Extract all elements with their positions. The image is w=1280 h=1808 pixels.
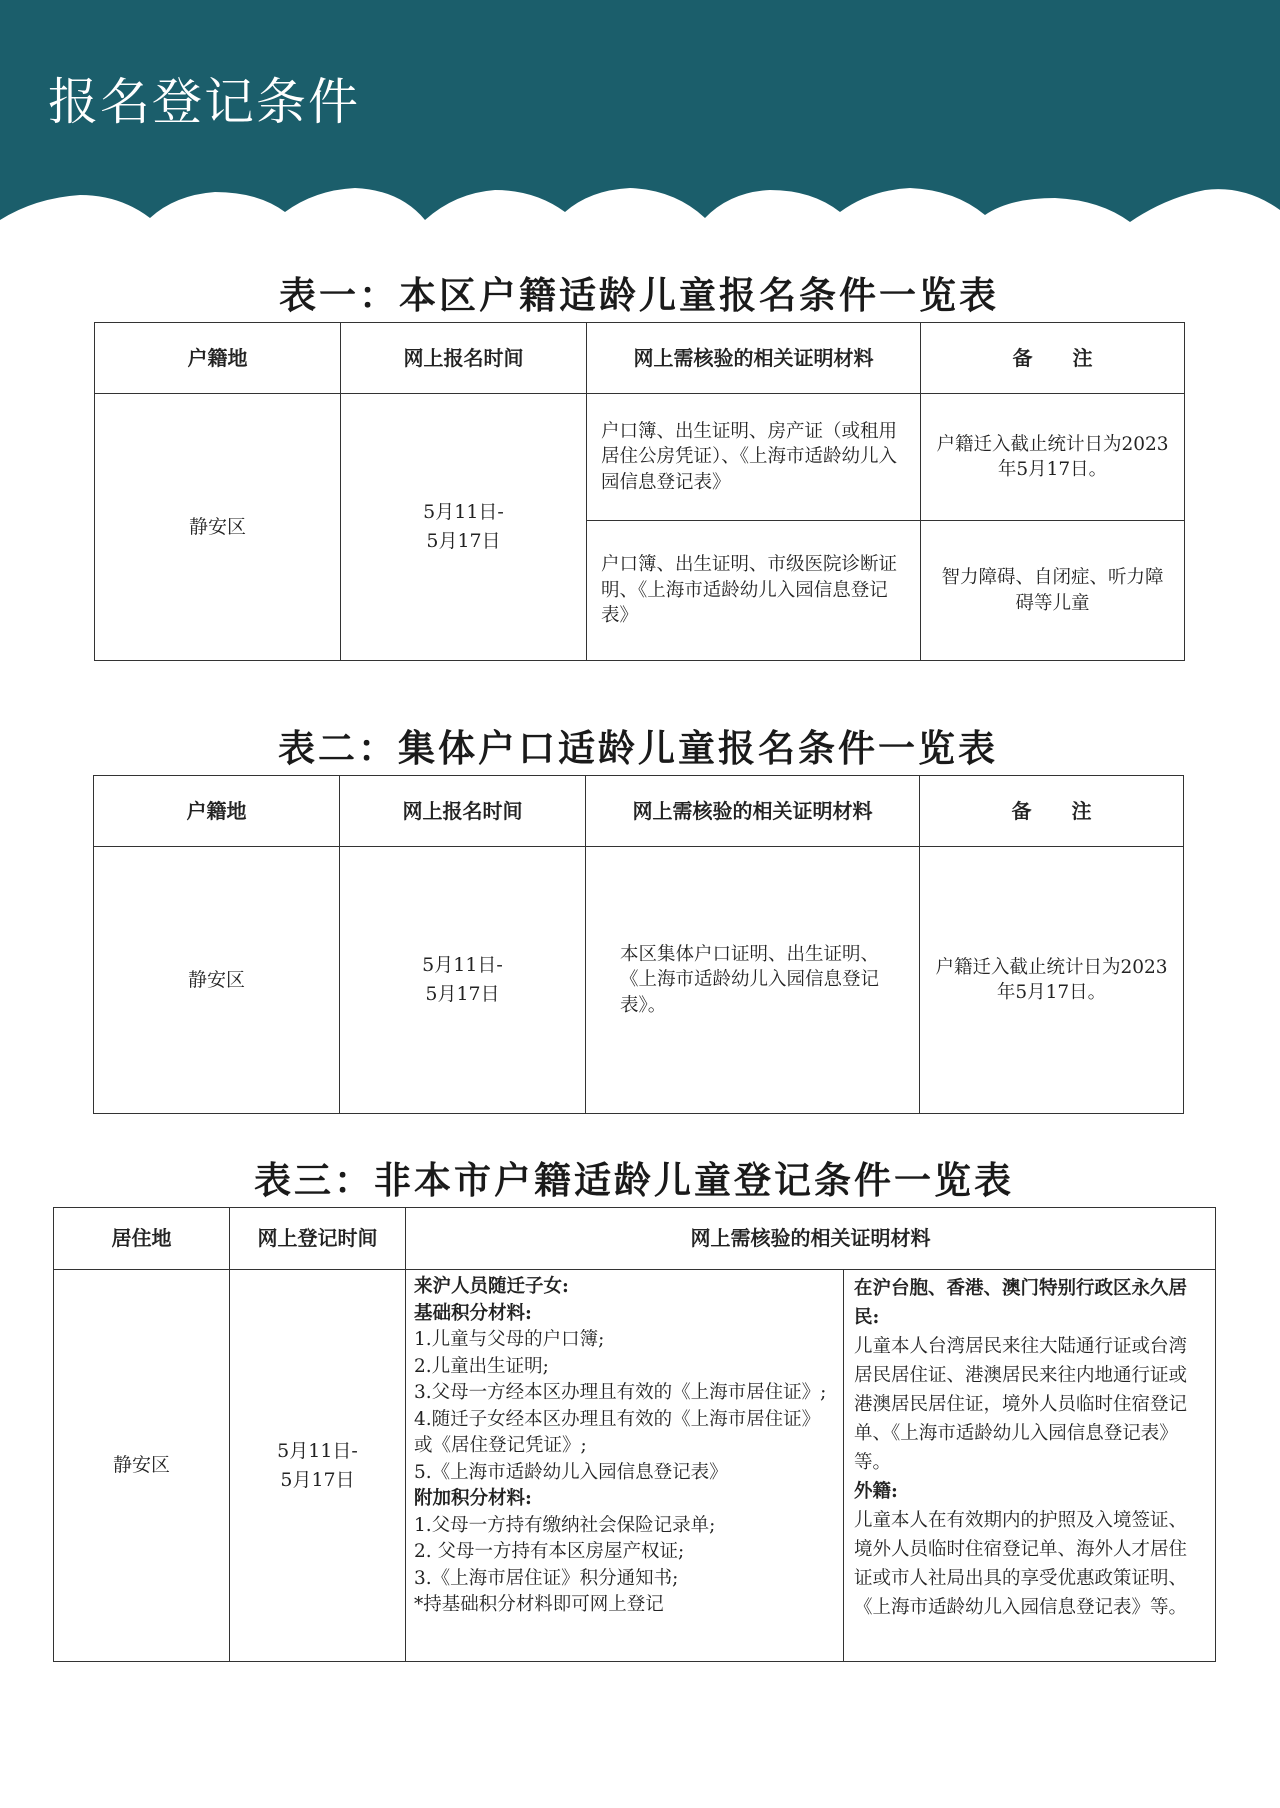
table3-header-row [54, 1208, 1216, 1270]
materials-cell: 户口簿、出生证明、房产证（或租用居住公房凭证）、《上海市适龄幼儿入园信息登记表》 [587, 394, 921, 521]
note-cell: 户籍迁入截止统计日为2023年5月17日。 [921, 394, 1185, 521]
note-cell: 智力障碍、自闭症、听力障碍等儿童 [921, 521, 1185, 661]
table1 [94, 322, 1185, 661]
time-cell [340, 847, 586, 1114]
table2-section [93, 718, 1183, 1118]
list-item: 2. 父母一方持有本区房屋产权证; [414, 1541, 685, 1562]
time-end: 5月17日 [426, 530, 501, 552]
table3-header-cell: 居住地 [54, 1208, 230, 1270]
table3 [53, 1207, 1216, 1662]
table-row [94, 847, 1184, 1114]
district-cell: 静安区 [94, 847, 340, 1114]
district-cell: 静安区 [54, 1270, 230, 1662]
table1-header-cell: 户籍地 [95, 323, 341, 394]
list-item: 5.《上海市适龄幼儿入园信息登记表》 [414, 1461, 728, 1483]
footnote: *持基础积分材料即可网上登记 [414, 1594, 664, 1615]
page-title: 报名登记条件 [48, 73, 360, 131]
time-start: 5月11日- [277, 1439, 358, 1462]
table2-header-cell: 网上报名时间 [340, 776, 586, 847]
extra-materials-heading: 附加积分材料: [414, 1488, 532, 1509]
table3-title: 表三：非本市户籍适龄儿童登记条件一览表 [254, 1158, 1014, 1202]
table3-section [53, 1150, 1215, 1670]
time-cell [230, 1270, 406, 1662]
table2 [93, 775, 1184, 1114]
foreign-heading: 外籍: [854, 1481, 898, 1502]
note-cell: 户籍迁入截止统计日为2023年5月17日。 [920, 847, 1184, 1114]
time-start: 5月11日- [422, 954, 503, 976]
foreign-text: 儿童本人在有效期内的护照及入境签证、境外人员临时住宿登记单、海外人才居住证或市人社局出具的享受优惠政策证明、《上海市适龄幼儿入园信息登记表》等。 [854, 1510, 1188, 1618]
list-item: 2.儿童出生证明; [414, 1355, 549, 1377]
district-cell [95, 394, 341, 661]
list-item: 4.随迁子女经本区办理且有效的《上海市居住证》或《居住登记凭证》; [414, 1408, 821, 1456]
table1-title: 表一：本区户籍适龄儿童报名条件一览表 [279, 273, 999, 317]
table1-header-cell: 网上需核验的相关证明材料 [587, 323, 921, 394]
table1-header-cell: 备 注 [921, 323, 1185, 394]
time-end: 5月17日 [425, 983, 500, 1005]
migrant-heading: 来沪人员随迁子女: [414, 1276, 569, 1297]
time-start: 5月11日- [423, 501, 504, 523]
foreign-materials-cell [844, 1270, 1216, 1662]
table1-header-cell: 网上报名时间 [341, 323, 587, 394]
table2-title: 表二：集体户口适龄儿童报名条件一览表 [278, 726, 998, 770]
list-item: 1.父母一方持有缴纳社会保险记录单; [414, 1514, 716, 1536]
time-end: 5月17日 [280, 1468, 355, 1491]
basic-materials-heading: 基础积分材料: [414, 1302, 532, 1324]
hk-macao-taiwan-text: 儿童本人台湾居民来往大陆通行证或台湾居民居住证、港澳居民来往内地通行证或港澳居民居住证，境外人员临时住宿登记单、《上海市适龄幼儿入园信息登记表》等。 [854, 1336, 1188, 1473]
table2-header-cell: 网上需核验的相关证明材料 [586, 776, 920, 847]
table-row [95, 394, 1185, 521]
materials-cell: 户口簿、出生证明、市级医院诊断证明、《上海市适龄幼儿入园信息登记表》 [587, 521, 921, 661]
list-item: 3.父母一方经本区办理且有效的《上海市居住证》; [414, 1382, 827, 1403]
table2-header-cell: 户籍地 [94, 776, 340, 847]
hk-macao-taiwan-heading: 在沪台胞、香港、澳门特别行政区永久居民: [854, 1278, 1188, 1328]
table1-section [94, 265, 1184, 665]
time-cell [341, 394, 587, 661]
table1-header-row [95, 323, 1185, 394]
list-item: 3.《上海市居住证》积分通知书; [414, 1567, 679, 1589]
district-name: 静安区 [188, 515, 246, 538]
table-row [54, 1270, 1216, 1662]
list-item: 1.儿童与父母的户口簿; [414, 1329, 605, 1350]
migrant-materials-cell [406, 1270, 844, 1662]
header-banner [0, 0, 1280, 260]
table3-header-cell: 网上登记时间 [230, 1208, 406, 1270]
table3-header-cell: 网上需核验的相关证明材料 [406, 1208, 1216, 1270]
table2-header-row [94, 776, 1184, 847]
table2-header-cell: 备 注 [920, 776, 1184, 847]
materials-cell: 本区集体户口证明、出生证明、《上海市适龄幼儿入园信息登记表》。 [586, 847, 920, 1114]
